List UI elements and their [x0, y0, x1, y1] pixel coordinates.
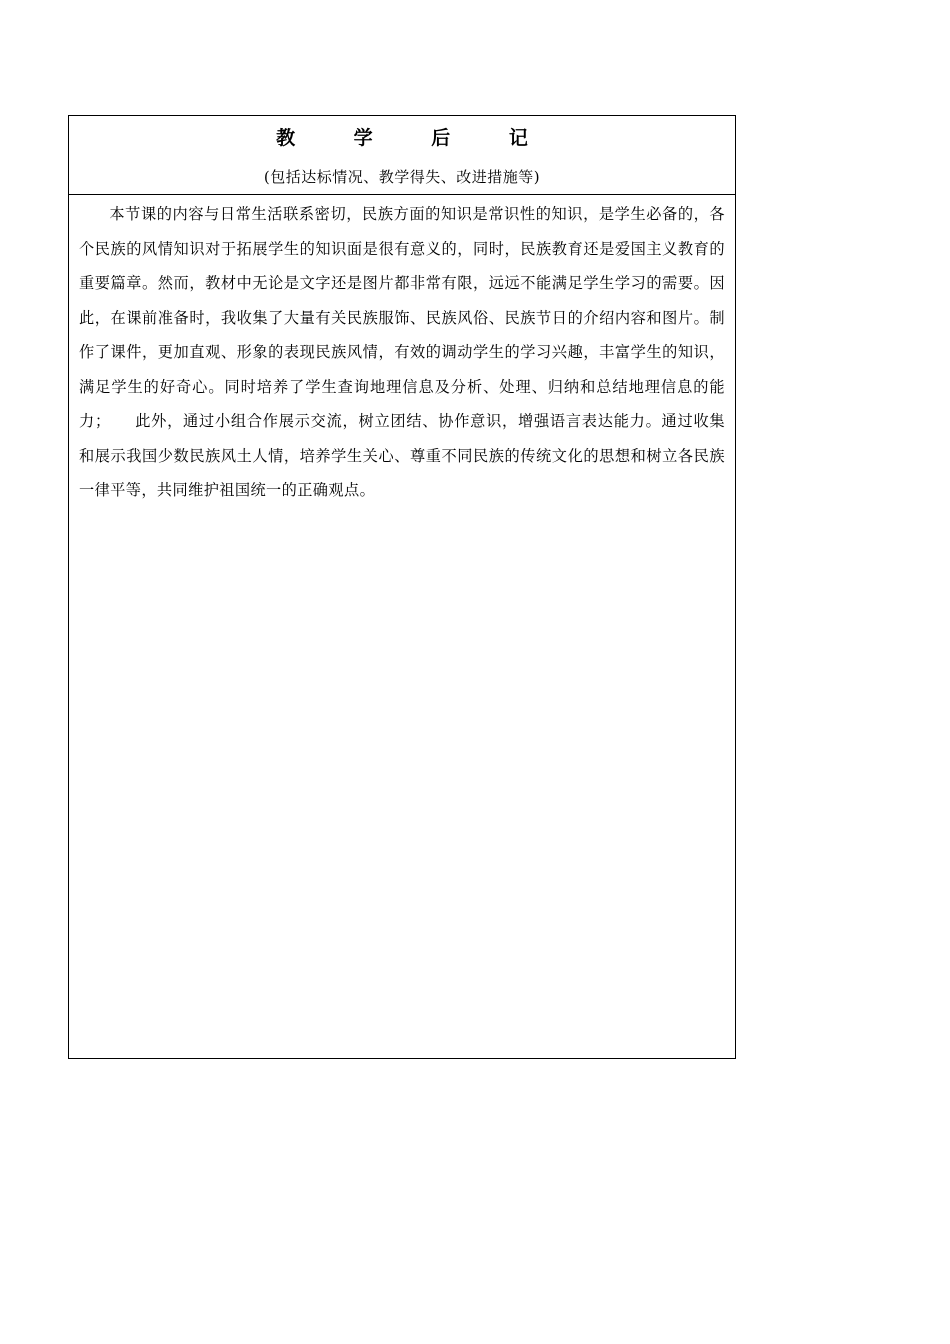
reflection-paragraph: 本节课的内容与日常生活联系密切，民族方面的知识是常识性的知识，是学生必备的，各个民族的风情知识对于拓展学生的知识面是很有意义的，同时，民族教育还是爱国主义教育的重要篇章。然而，教材中无论是文字还是图片都非常有限，远远不能满足学生学习的需要。因此，在课前准备时，我收集了大量有关民族服饰、民族风俗、民族节日的介绍内容和图片。制作了课件，更加直观、形象的表现民族风情，有效的调动学生的学习兴趣，丰富学生的知识，满足学生的好奇心。同时培养了学生查询地理信息及分析、处理、归纳和总结地理信息的能力； 此外，通过小组合作展示交流，树立团结、协作意识，增强语言表达能力。通过收集和展示我国少数民族风土人情，培养学生关心、尊重不同民族的传统文化的思想和树立各民族一律平等，共同维护祖国统一的正确观点。	[79, 205, 725, 499]
table-header-cell	[69, 116, 735, 195]
document-title: 教 学 后 记	[276, 127, 554, 149]
document-subtitle: (包括达标情况、教学得失、改进措施等)	[263, 168, 541, 186]
teaching-notes-table	[68, 115, 736, 1059]
table-body-cell	[69, 195, 735, 508]
